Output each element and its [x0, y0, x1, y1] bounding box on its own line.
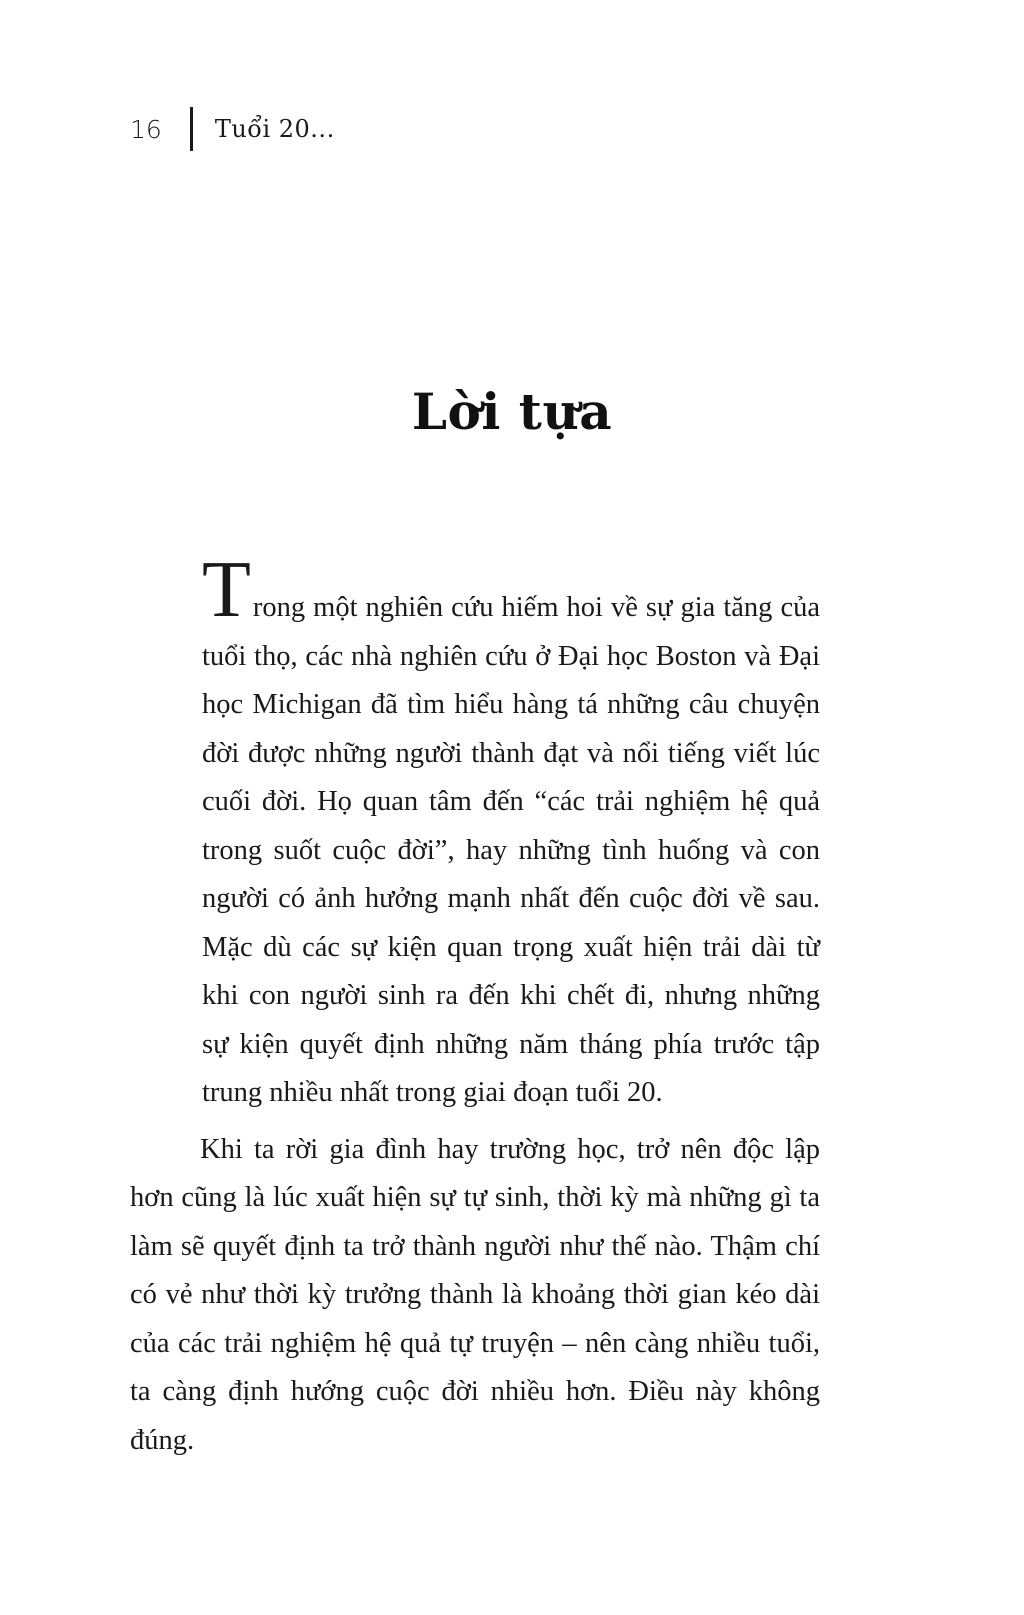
- running-header: [130, 104, 335, 154]
- page-number: 16: [130, 114, 162, 144]
- header-divider: [190, 107, 193, 151]
- chapter-title: Lời tựa: [411, 382, 613, 441]
- paragraph-1: [130, 546, 820, 1118]
- body-text: [130, 546, 820, 1465]
- book-title: Tuổi 20...: [214, 115, 335, 143]
- drop-cap: T: [202, 546, 251, 634]
- paragraph-2: Khi ta rời gia đình hay trường học, trở nên độc lập hơn cũng là lúc xuất hiện sự tự sinh, thời kỳ mà những gì ta làm sẽ quyết định ta trở thành người như thế nào. Thậm chí có vẻ như thời kỳ trưởng thành là khoảng thời gian kéo dài của các trải nghiệm hệ quả tự truyện – nên càng nhiều tuổi, ta càng định hướng cuộc đời nhiều hơn. Điều này không đúng.: [130, 1133, 820, 1456]
- paragraph-1-text: rong một nghiên cứu hiếm hoi về sự gia tăng của tuổi thọ, các nhà nghiên cứu ở Đại học Boston và Đại học Michigan đã tìm hiểu hàng tá những câu chuyện đời được những người thành đạt và nổi tiếng viết lúc cuối đời. Họ quan tâm đến “các trải nghiệm hệ quả trong suốt cuộc đời”, hay những tình huống và con người có ảnh hưởng mạnh nhất đến cuộc đời về sau. Mặc dù các sự kiện quan trọng xuất hiện trải dài từ khi con người sinh ra đến khi chết đi, nhưng những sự kiện quyết định những năm tháng phía trước tập trung nhiều nhất trong giai đoạn tuổi 20.: [202, 592, 820, 1108]
